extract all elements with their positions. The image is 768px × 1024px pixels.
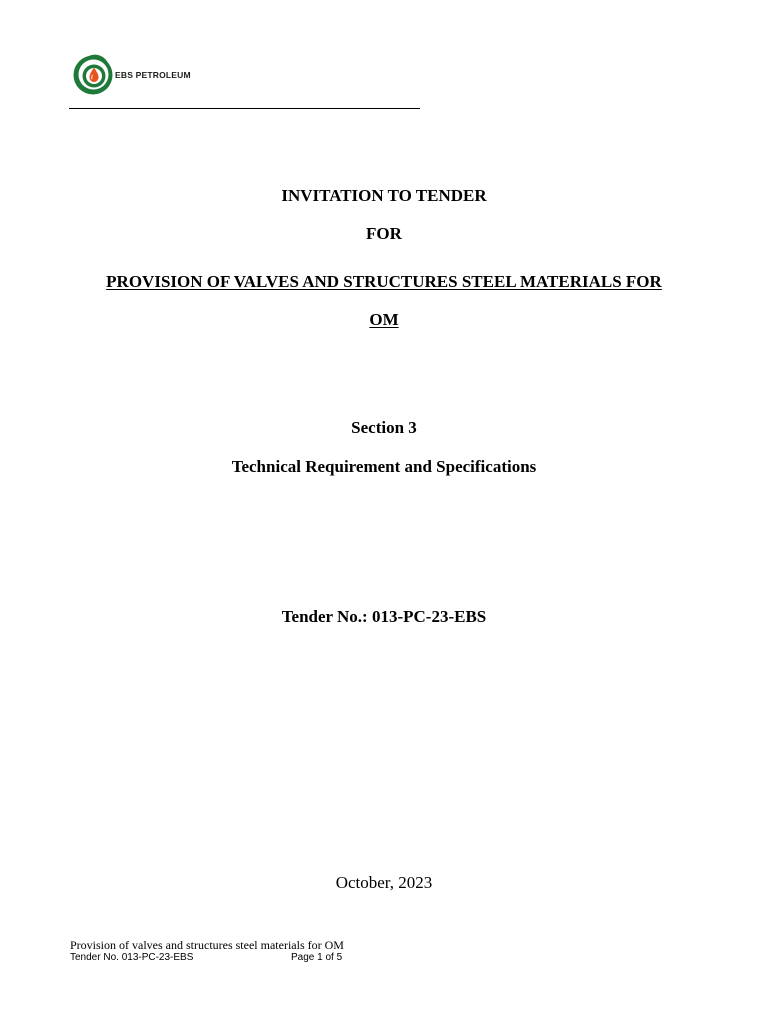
title-line-provision: PROVISION OF VALVES AND STRUCTURES STEEL MATERIALS FOR	[106, 272, 662, 291]
title-line-om: OM	[369, 310, 399, 329]
footer-tender-row	[70, 952, 360, 964]
title-line-invitation: INVITATION TO TENDER	[281, 186, 487, 205]
footer-page-number: Page 1 of 5	[291, 952, 343, 963]
tender-number: Tender No.: 013-PC-23-EBS	[281, 607, 487, 626]
section-number: Section 3	[351, 418, 417, 437]
header-divider	[69, 108, 420, 109]
section-title: Technical Requirement and Specifications	[231, 457, 537, 476]
title-line-for: FOR	[366, 224, 402, 243]
ebs-petroleum-logo-icon	[72, 54, 114, 96]
document-date: October, 2023	[335, 873, 433, 892]
footer-document-title: Provision of valves and structures steel materials for OM	[70, 938, 344, 952]
company-logo	[72, 54, 191, 96]
footer-tender-number: Tender No. 013-PC-23-EBS	[70, 952, 194, 963]
logo-text: EBS PETROLEUM	[115, 70, 191, 80]
